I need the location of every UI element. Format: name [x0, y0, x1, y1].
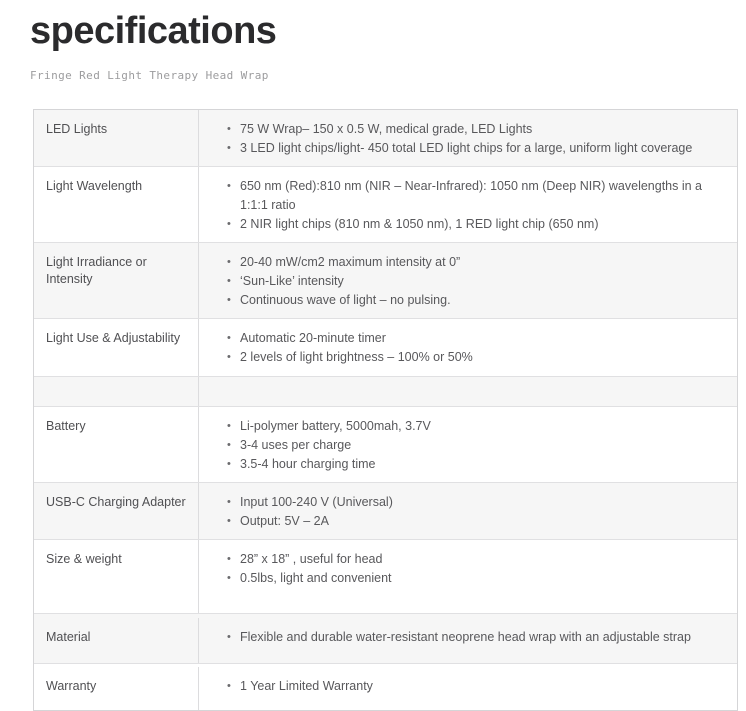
spec-bullet: • Output: 5V – 2A: [199, 512, 723, 531]
spec-label: Material: [34, 618, 199, 663]
spec-label: USB-C Charging Adapter: [34, 483, 199, 539]
spec-row-light-use-adjustability: [34, 319, 737, 377]
spec-values: [199, 618, 737, 663]
spec-row-light-wavelength: [34, 167, 737, 243]
spec-values: [199, 377, 737, 406]
spec-bullet: • Automatic 20-minute timer: [199, 329, 723, 348]
spec-bullet: • 1 Year Limited Warranty: [199, 677, 723, 696]
spec-row-led-lights: [34, 110, 737, 167]
spec-row-spacer: [34, 377, 737, 407]
spec-values: [199, 483, 737, 539]
spec-bullet: • 20-40 mW/cm2 maximum intensity at 0”: [199, 253, 723, 272]
spec-label: [34, 377, 199, 406]
spec-bullet: • 3.5-4 hour charging time: [199, 455, 723, 474]
spec-values: [199, 243, 737, 318]
spec-values: [199, 667, 737, 710]
spec-bullet: • Input 100-240 V (Universal): [199, 493, 723, 512]
product-subtitle: Fringe Red Light Therapy Head Wrap: [30, 68, 269, 82]
spec-row-material: [34, 614, 737, 664]
spec-label: Light Use & Adjustability: [34, 319, 199, 376]
spec-bullet: • 2 NIR light chips (810 nm & 1050 nm), 1 RED light chip (650 nm): [199, 215, 723, 234]
spec-label: LED Lights: [34, 110, 199, 166]
spec-label: Battery: [34, 407, 199, 482]
spec-bullet: • 75 W Wrap– 150 x 0.5 W, medical grade, LED Lights: [199, 120, 723, 139]
spec-bullet: • 650 nm (Red):810 nm (NIR – Near-Infrared): 1050 nm (Deep NIR) wavelengths in a 1:1:1 ratio: [199, 177, 723, 215]
spec-bullet: • Continuous wave of light – no pulsing.: [199, 291, 723, 310]
spec-values: [199, 540, 737, 613]
page-title: specifications: [30, 10, 277, 52]
spec-row-light-irradiance: [34, 243, 737, 319]
spec-bullet: • 0.5lbs, light and convenient: [199, 569, 723, 588]
spec-label: Size & weight: [34, 540, 199, 613]
spec-row-warranty: [34, 664, 737, 710]
spec-label: Light Wavelength: [34, 167, 199, 242]
spec-values: [199, 319, 737, 376]
spec-bullet: • Li-polymer battery, 5000mah, 3.7V: [199, 417, 723, 436]
spec-bullet: • 2 levels of light brightness – 100% or 50%: [199, 348, 723, 367]
spec-values: [199, 167, 737, 242]
spec-label: Warranty: [34, 667, 199, 710]
spec-bullet: • 3-4 uses per charge: [199, 436, 723, 455]
spec-bullet: • Flexible and durable water-resistant neoprene head wrap with an adjustable strap: [199, 628, 723, 647]
spec-row-usbc-charging-adapter: [34, 483, 737, 540]
spec-row-size-weight: [34, 540, 737, 614]
spec-bullet: • 3 LED light chips/light- 450 total LED light chips for a large, uniform light coverage: [199, 139, 723, 158]
spec-label: Light Irradiance or Intensity: [34, 243, 199, 318]
specifications-table: [33, 109, 738, 711]
spec-bullet: • 28” x 18” , useful for head: [199, 550, 723, 569]
spec-row-battery: [34, 407, 737, 483]
spec-values: [199, 407, 737, 482]
spec-values: [199, 110, 737, 166]
spec-bullet: • ‘Sun-Like’ intensity: [199, 272, 723, 291]
